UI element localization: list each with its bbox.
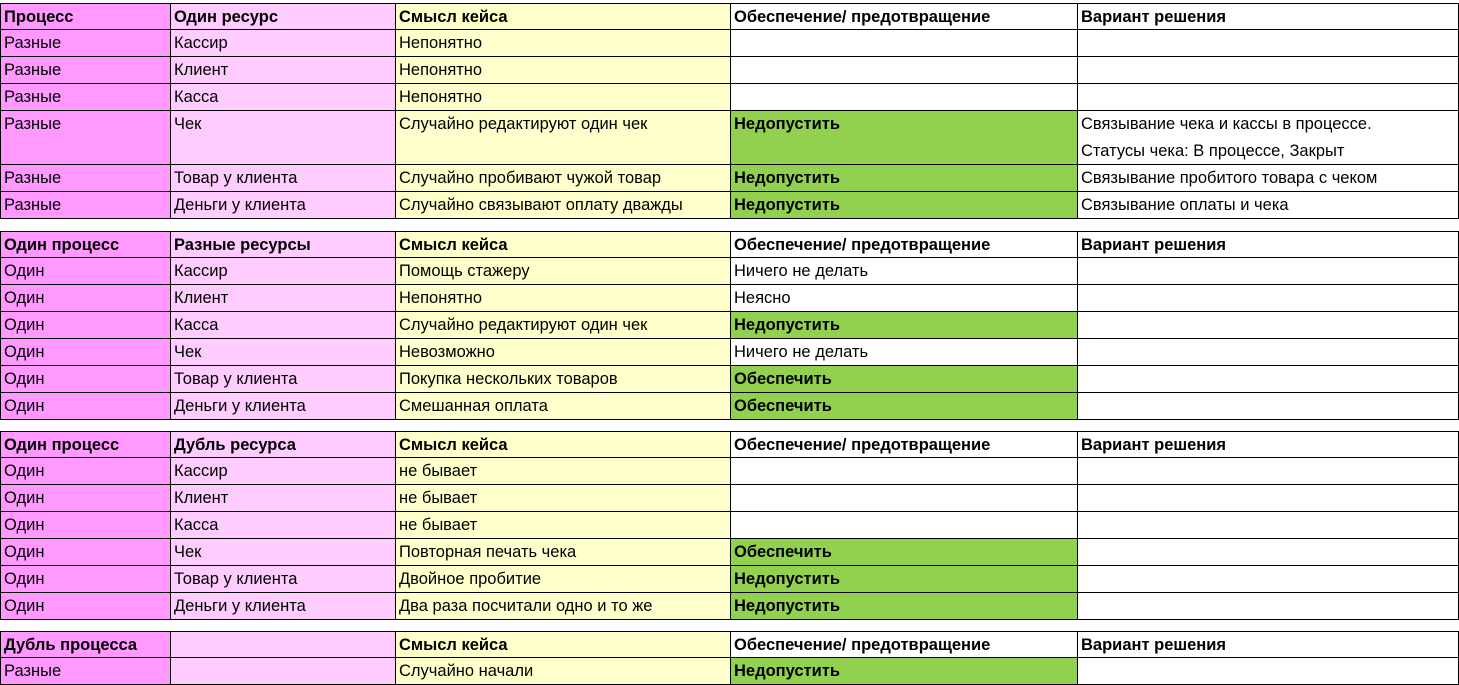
cell-text: Один <box>4 489 45 507</box>
cell-text: Разные <box>4 34 62 52</box>
cell-provision[interactable] <box>731 312 1078 339</box>
cell-text: Деньги у клиента <box>174 397 306 415</box>
cell-process[interactable] <box>0 165 171 192</box>
cell-resource[interactable] <box>171 165 396 192</box>
cell-meaning[interactable] <box>396 57 731 84</box>
cell-meaning[interactable] <box>396 192 731 219</box>
cell-resource[interactable] <box>171 658 396 685</box>
cell-meaning[interactable] <box>396 393 731 420</box>
cell-provision[interactable] <box>731 539 1078 566</box>
header-provision[interactable]: Обеспечение/ предотвращение <box>731 3 1078 30</box>
cell-solution[interactable] <box>1078 458 1459 485</box>
header-process[interactable]: Один процесс <box>0 431 171 458</box>
cell-process[interactable] <box>0 111 171 165</box>
cell-text: Один <box>4 397 45 415</box>
cell-text: Случайно начали <box>399 662 534 680</box>
cell-resource[interactable] <box>171 30 396 57</box>
cell-solution[interactable] <box>1078 366 1459 393</box>
cell-text: Смешанная оплата <box>399 397 548 415</box>
header-meaning[interactable]: Смысл кейса <box>396 231 731 258</box>
header-resource[interactable] <box>171 631 396 658</box>
cell-solution[interactable] <box>1078 339 1459 366</box>
cell-process[interactable] <box>0 258 171 285</box>
cell-solution[interactable] <box>1078 192 1459 219</box>
cell-meaning[interactable] <box>396 539 731 566</box>
cell-resource[interactable] <box>171 366 396 393</box>
cell-text: Товар у клиента <box>174 570 298 588</box>
cell-text: Покупка нескольких товаров <box>399 370 618 388</box>
cell-provision[interactable] <box>731 84 1078 111</box>
cell-process[interactable] <box>0 30 171 57</box>
cell-text: Ничего не делать <box>734 343 869 361</box>
cell-process[interactable] <box>0 393 171 420</box>
cell-meaning[interactable] <box>396 593 731 620</box>
cell-text: Один <box>4 316 45 334</box>
header-meaning[interactable]: Смысл кейса <box>396 3 731 30</box>
header-provision[interactable]: Обеспечение/ предотвращение <box>731 231 1078 258</box>
cell-provision[interactable] <box>731 366 1078 393</box>
cell-text: Обеспечить <box>734 397 832 415</box>
cell-solution[interactable] <box>1078 258 1459 285</box>
cell-process[interactable] <box>0 339 171 366</box>
cell-text: Один <box>4 289 45 307</box>
cell-resource[interactable] <box>171 539 396 566</box>
cell-resource[interactable] <box>171 593 396 620</box>
header-process[interactable]: Один процесс <box>0 231 171 258</box>
cell-text: Разные <box>4 196 62 214</box>
header-process[interactable]: Дубль процесса <box>0 631 171 658</box>
cell-solution[interactable] <box>1078 593 1459 620</box>
cell-solution[interactable] <box>1078 57 1459 84</box>
cell-provision[interactable] <box>731 111 1078 165</box>
solution-line: Связывание чека и кассы в процессе. <box>1081 115 1372 133</box>
cell-text: Товар у клиента <box>174 370 298 388</box>
cell-text: Разные <box>4 662 62 680</box>
cell-process[interactable] <box>0 57 171 84</box>
cell-resource[interactable] <box>171 485 396 512</box>
cell-provision[interactable] <box>731 192 1078 219</box>
cell-text: Двойное пробитие <box>399 570 542 588</box>
cell-resource[interactable] <box>171 285 396 312</box>
cell-provision[interactable] <box>731 512 1078 539</box>
cell-text: Непонятно <box>399 289 483 307</box>
cell-solution[interactable] <box>1078 512 1459 539</box>
cell-text: Кассир <box>174 462 228 480</box>
cell-provision[interactable] <box>731 258 1078 285</box>
cell-text: Один <box>4 543 45 561</box>
cell-resource[interactable] <box>171 258 396 285</box>
cell-text: Один <box>4 597 45 615</box>
cell-text: Разные <box>4 88 62 106</box>
cell-provision[interactable] <box>731 339 1078 366</box>
cell-text: Разные <box>4 115 62 133</box>
cell-meaning[interactable] <box>396 30 731 57</box>
cell-text: Деньги у клиента <box>174 196 306 214</box>
cell-meaning[interactable] <box>396 658 731 685</box>
cell-provision[interactable] <box>731 566 1078 593</box>
cell-solution[interactable] <box>1078 165 1459 192</box>
cell-resource[interactable] <box>171 57 396 84</box>
cell-text: Недопустить <box>734 662 841 680</box>
cell-provision[interactable] <box>731 393 1078 420</box>
cell-text: Недопустить <box>734 169 841 187</box>
cell-solution[interactable] <box>1078 539 1459 566</box>
cell-solution[interactable] <box>1078 312 1459 339</box>
cell-text: Один <box>4 343 45 361</box>
cell-meaning[interactable] <box>396 339 731 366</box>
cell-text: Непонятно <box>399 34 483 52</box>
header-solution[interactable]: Вариант решения <box>1078 231 1459 258</box>
solution-line: Статусы чека: В процессе, Закрыт <box>1081 142 1345 160</box>
header-resource[interactable]: Дубль ресурса <box>171 431 396 458</box>
header-solution[interactable]: Вариант решения <box>1078 631 1459 658</box>
cell-resource[interactable] <box>171 192 396 219</box>
cell-process[interactable] <box>0 658 171 685</box>
cell-process[interactable] <box>0 512 171 539</box>
cell-meaning[interactable] <box>396 485 731 512</box>
header-solution[interactable]: Вариант решения <box>1078 431 1459 458</box>
cell-text: Чек <box>174 343 202 361</box>
cell-text: Касса <box>174 516 219 534</box>
cell-process[interactable] <box>0 84 171 111</box>
cell-text: Разные <box>4 61 62 79</box>
cell-text: Недопустить <box>734 196 841 214</box>
cell-text: не бывает <box>399 462 478 480</box>
cell-text: Ничего не делать <box>734 262 869 280</box>
cell-text: Товар у клиента <box>174 169 298 187</box>
cell-meaning[interactable] <box>396 366 731 393</box>
cell-meaning[interactable] <box>396 566 731 593</box>
cell-resource[interactable] <box>171 512 396 539</box>
cell-process[interactable] <box>0 566 171 593</box>
header-provision[interactable]: Обеспечение/ предотвращение <box>731 431 1078 458</box>
cell-text: Помощь стажеру <box>399 262 530 280</box>
cell-process[interactable] <box>0 485 171 512</box>
cell-meaning[interactable] <box>396 458 731 485</box>
header-meaning[interactable]: Смысл кейса <box>396 431 731 458</box>
cell-meaning[interactable] <box>396 285 731 312</box>
cell-text: Кассир <box>174 262 228 280</box>
cell-meaning[interactable] <box>396 512 731 539</box>
cell-provision[interactable] <box>731 658 1078 685</box>
cell-process[interactable] <box>0 366 171 393</box>
cell-text: Случайно пробивают чужой товар <box>399 169 662 187</box>
header-provision[interactable]: Обеспечение/ предотвращение <box>731 631 1078 658</box>
cell-text: не бывает <box>399 516 478 534</box>
cell-meaning[interactable] <box>396 84 731 111</box>
cell-text: Кассир <box>174 34 228 52</box>
cell-text: Повторная печать чека <box>399 543 577 561</box>
cell-text: Связывание оплаты и чека <box>1081 196 1289 214</box>
cell-process[interactable] <box>0 192 171 219</box>
header-resource[interactable]: Один ресурс <box>171 3 396 30</box>
cell-text: Неясно <box>734 289 791 307</box>
cell-provision[interactable] <box>731 285 1078 312</box>
cell-text: Непонятно <box>399 88 483 106</box>
cell-text: Недопустить <box>734 316 841 334</box>
cell-text: Клиент <box>174 61 229 79</box>
cell-text: Клиент <box>174 289 229 307</box>
cell-text: не бывает <box>399 489 478 507</box>
cell-provision[interactable] <box>731 165 1078 192</box>
cell-text: Недопустить <box>734 115 841 133</box>
cell-text: Чек <box>174 115 202 133</box>
cell-provision[interactable] <box>731 30 1078 57</box>
cell-solution[interactable] <box>1078 485 1459 512</box>
cell-process[interactable] <box>0 312 171 339</box>
cell-solution[interactable] <box>1078 566 1459 593</box>
cell-text: Один <box>4 516 45 534</box>
cell-text: Один <box>4 370 45 388</box>
cell-text: Случайно редактируют один чек <box>399 115 648 133</box>
cell-resource[interactable] <box>171 339 396 366</box>
cell-resource[interactable] <box>171 312 396 339</box>
cell-process[interactable] <box>0 539 171 566</box>
header-resource[interactable]: Разные ресурсы <box>171 231 396 258</box>
header-meaning[interactable]: Смысл кейса <box>396 631 731 658</box>
cell-resource[interactable] <box>171 84 396 111</box>
cell-provision[interactable] <box>731 593 1078 620</box>
cell-text: Один <box>4 570 45 588</box>
cell-resource[interactable] <box>171 458 396 485</box>
cell-text: Один <box>4 462 45 480</box>
cell-resource[interactable] <box>171 111 396 165</box>
header-process[interactable]: Процесс <box>0 3 171 30</box>
cell-solution[interactable] <box>1078 30 1459 57</box>
cell-provision[interactable] <box>731 57 1078 84</box>
cell-text: Недопустить <box>734 570 841 588</box>
cell-process[interactable] <box>0 458 171 485</box>
cell-text: Чек <box>174 543 202 561</box>
cell-text: Обеспечить <box>734 370 832 388</box>
cell-process[interactable] <box>0 593 171 620</box>
cell-meaning[interactable] <box>396 165 731 192</box>
cell-provision[interactable] <box>731 485 1078 512</box>
cell-resource[interactable] <box>171 393 396 420</box>
cell-solution[interactable] <box>1078 84 1459 111</box>
cell-text: Клиент <box>174 489 229 507</box>
cell-solution[interactable] <box>1078 393 1459 420</box>
cell-text: Связывание пробитого товара с чеком <box>1081 169 1378 187</box>
cell-text: Два раза посчитали одно и то же <box>399 597 653 615</box>
cell-meaning[interactable] <box>396 258 731 285</box>
cell-meaning[interactable] <box>396 111 731 165</box>
cell-text: Обеспечить <box>734 543 832 561</box>
cell-text: Касса <box>174 316 219 334</box>
cell-text: Случайно редактируют один чек <box>399 316 648 334</box>
cell-meaning[interactable] <box>396 312 731 339</box>
cell-resource[interactable] <box>171 566 396 593</box>
cell-process[interactable] <box>0 285 171 312</box>
cell-solution[interactable] <box>1078 111 1459 165</box>
cell-text: Случайно связывают оплату дважды <box>399 196 683 214</box>
cell-text: Касса <box>174 88 219 106</box>
cell-text: Деньги у клиента <box>174 597 306 615</box>
cell-provision[interactable] <box>731 458 1078 485</box>
cell-text: Разные <box>4 169 62 187</box>
cell-solution[interactable] <box>1078 285 1459 312</box>
cell-text: Невозможно <box>399 343 495 361</box>
cell-solution[interactable] <box>1078 658 1459 685</box>
cell-text: Непонятно <box>399 61 483 79</box>
header-solution[interactable]: Вариант решения <box>1078 3 1459 30</box>
cell-text: Один <box>4 262 45 280</box>
cell-text: Недопустить <box>734 597 841 615</box>
